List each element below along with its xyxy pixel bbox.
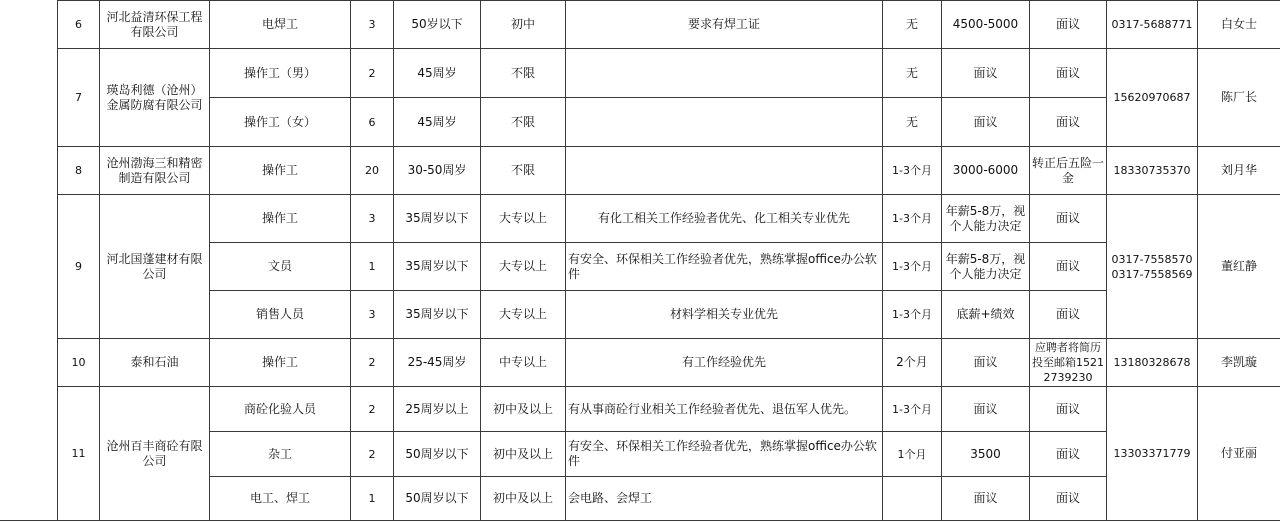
age-requirement: 50周岁以下 <box>394 477 481 521</box>
company-name: 泰和石油 <box>100 339 210 387</box>
age-requirement: 30-50周岁 <box>394 147 481 195</box>
table-row <box>58 432 1280 477</box>
experience-requirement: 无 <box>883 98 942 147</box>
contact-person: 白女士 <box>1198 1 1280 49</box>
experience-requirement: 1-3个月 <box>883 291 942 339</box>
job-title: 操作工 <box>210 339 351 387</box>
row-number: 7 <box>58 49 100 147</box>
job-title: 操作工（女） <box>210 98 351 147</box>
job-requirements: 有安全、环保相关工作经验者优先，熟练掌握office办公软件 <box>566 243 883 291</box>
education-requirement: 大专以上 <box>481 291 566 339</box>
table-row <box>58 195 1280 243</box>
salary: 4500-5000 <box>942 1 1030 49</box>
welfare: 面议 <box>1030 195 1107 243</box>
job-listing-sheet <box>57 0 1280 521</box>
contact-phone: 13303371779 <box>1107 387 1198 521</box>
job-requirements: 有安全、环保相关工作经验者优先，熟练掌握office办公软件 <box>566 432 883 477</box>
education-requirement: 初中及以上 <box>481 432 566 477</box>
headcount: 3 <box>351 291 394 339</box>
job-table <box>57 0 1280 521</box>
job-requirements: 有工作经验优先 <box>566 339 883 387</box>
contact-phone: 0317-5688771 <box>1107 1 1198 49</box>
experience-requirement: 1-3个月 <box>883 147 942 195</box>
row-number: 10 <box>58 339 100 387</box>
contact-person: 陈厂长 <box>1198 49 1280 147</box>
experience-requirement: 2个月 <box>883 339 942 387</box>
headcount: 3 <box>351 1 394 49</box>
education-requirement: 大专以上 <box>481 243 566 291</box>
job-title: 电工、焊工 <box>210 477 351 521</box>
job-title: 销售人员 <box>210 291 351 339</box>
job-title: 操作工 <box>210 195 351 243</box>
contact-person: 李凯璇 <box>1198 339 1280 387</box>
salary: 面议 <box>942 49 1030 98</box>
left-margin <box>0 0 57 522</box>
education-requirement: 初中 <box>481 1 566 49</box>
experience-requirement <box>883 477 942 521</box>
table-row <box>58 98 1280 147</box>
education-requirement: 不限 <box>481 49 566 98</box>
company-name: 瑛岛利德（沧州）金属防腐有限公司 <box>100 49 210 147</box>
age-requirement: 50岁以下 <box>394 1 481 49</box>
job-requirements: 会电路、会焊工 <box>566 477 883 521</box>
headcount: 3 <box>351 195 394 243</box>
age-requirement: 35周岁以下 <box>394 195 481 243</box>
education-requirement: 初中及以上 <box>481 477 566 521</box>
table-row <box>58 243 1280 291</box>
row-number: 8 <box>58 147 100 195</box>
job-title: 文员 <box>210 243 351 291</box>
company-name: 沧州渤海三和精密制造有限公司 <box>100 147 210 195</box>
education-requirement: 大专以上 <box>481 195 566 243</box>
experience-requirement: 1-3个月 <box>883 243 942 291</box>
headcount: 1 <box>351 243 394 291</box>
row-number: 6 <box>58 1 100 49</box>
welfare: 面议 <box>1030 49 1107 98</box>
headcount: 1 <box>351 477 394 521</box>
salary: 3000-6000 <box>942 147 1030 195</box>
welfare: 面议 <box>1030 291 1107 339</box>
contact-person: 刘月华 <box>1198 147 1280 195</box>
headcount: 2 <box>351 49 394 98</box>
job-title: 杂工 <box>210 432 351 477</box>
table-row <box>58 387 1280 432</box>
table-row <box>58 147 1280 195</box>
job-requirements <box>566 147 883 195</box>
headcount: 2 <box>351 339 394 387</box>
contact-person: 董红静 <box>1198 195 1280 339</box>
salary: 3500 <box>942 432 1030 477</box>
contact-person: 付亚丽 <box>1198 387 1280 521</box>
job-requirements: 要求有焊工证 <box>566 1 883 49</box>
contact-phone: 0317-7558570 0317-7558569 <box>1107 195 1198 339</box>
experience-requirement: 无 <box>883 1 942 49</box>
job-requirements: 有从事商砼行业相关工作经验者优先、退伍军人优先。 <box>566 387 883 432</box>
age-requirement: 25周岁以上 <box>394 387 481 432</box>
company-name: 河北益清环保工程有限公司 <box>100 1 210 49</box>
salary: 面议 <box>942 477 1030 521</box>
company-name: 沧州百丰商砼有限公司 <box>100 387 210 521</box>
age-requirement: 35周岁以下 <box>394 291 481 339</box>
education-requirement: 不限 <box>481 98 566 147</box>
education-requirement: 中专以上 <box>481 339 566 387</box>
job-title: 商砼化验人员 <box>210 387 351 432</box>
age-requirement: 45周岁 <box>394 98 481 147</box>
company-name: 河北国蓬建材有限公司 <box>100 195 210 339</box>
contact-phone: 15620970687 <box>1107 49 1198 147</box>
contact-phone: 18330735370 <box>1107 147 1198 195</box>
row-number: 11 <box>58 387 100 521</box>
education-requirement: 初中及以上 <box>481 387 566 432</box>
headcount: 20 <box>351 147 394 195</box>
table-row <box>58 49 1280 98</box>
job-title: 操作工（男） <box>210 49 351 98</box>
row-number: 9 <box>58 195 100 339</box>
table-row <box>58 339 1280 387</box>
table-row <box>58 291 1280 339</box>
headcount: 2 <box>351 387 394 432</box>
welfare: 面议 <box>1030 98 1107 147</box>
age-requirement: 45周岁 <box>394 49 481 98</box>
sheet-bottom-border <box>0 520 1280 521</box>
headcount: 6 <box>351 98 394 147</box>
welfare: 转正后五险一金 <box>1030 147 1107 195</box>
welfare: 面议 <box>1030 432 1107 477</box>
salary: 面议 <box>942 339 1030 387</box>
experience-requirement: 1-3个月 <box>883 387 942 432</box>
job-title: 操作工 <box>210 147 351 195</box>
salary: 面议 <box>942 387 1030 432</box>
salary: 年薪5-8万，视个人能力决定 <box>942 243 1030 291</box>
welfare: 面议 <box>1030 243 1107 291</box>
welfare: 面议 <box>1030 1 1107 49</box>
age-requirement: 25-45周岁 <box>394 339 481 387</box>
job-requirements: 有化工相关工作经验者优先、化工相关专业优先 <box>566 195 883 243</box>
job-requirements: 材料学相关专业优先 <box>566 291 883 339</box>
table-row <box>58 477 1280 521</box>
contact-phone: 13180328678 <box>1107 339 1198 387</box>
education-requirement: 不限 <box>481 147 566 195</box>
welfare: 应聘者将简历投至邮箱15212739230 <box>1030 339 1107 387</box>
welfare: 面议 <box>1030 477 1107 521</box>
salary: 面议 <box>942 98 1030 147</box>
experience-requirement: 无 <box>883 49 942 98</box>
salary: 底薪+绩效 <box>942 291 1030 339</box>
experience-requirement: 1个月 <box>883 432 942 477</box>
salary: 年薪5-8万，视个人能力决定 <box>942 195 1030 243</box>
welfare: 面议 <box>1030 387 1107 432</box>
age-requirement: 35周岁以下 <box>394 243 481 291</box>
age-requirement: 50周岁以下 <box>394 432 481 477</box>
experience-requirement: 1-3个月 <box>883 195 942 243</box>
job-title: 电焊工 <box>210 1 351 49</box>
table-row <box>58 1 1280 49</box>
headcount: 2 <box>351 432 394 477</box>
job-requirements <box>566 49 883 98</box>
job-requirements <box>566 98 883 147</box>
